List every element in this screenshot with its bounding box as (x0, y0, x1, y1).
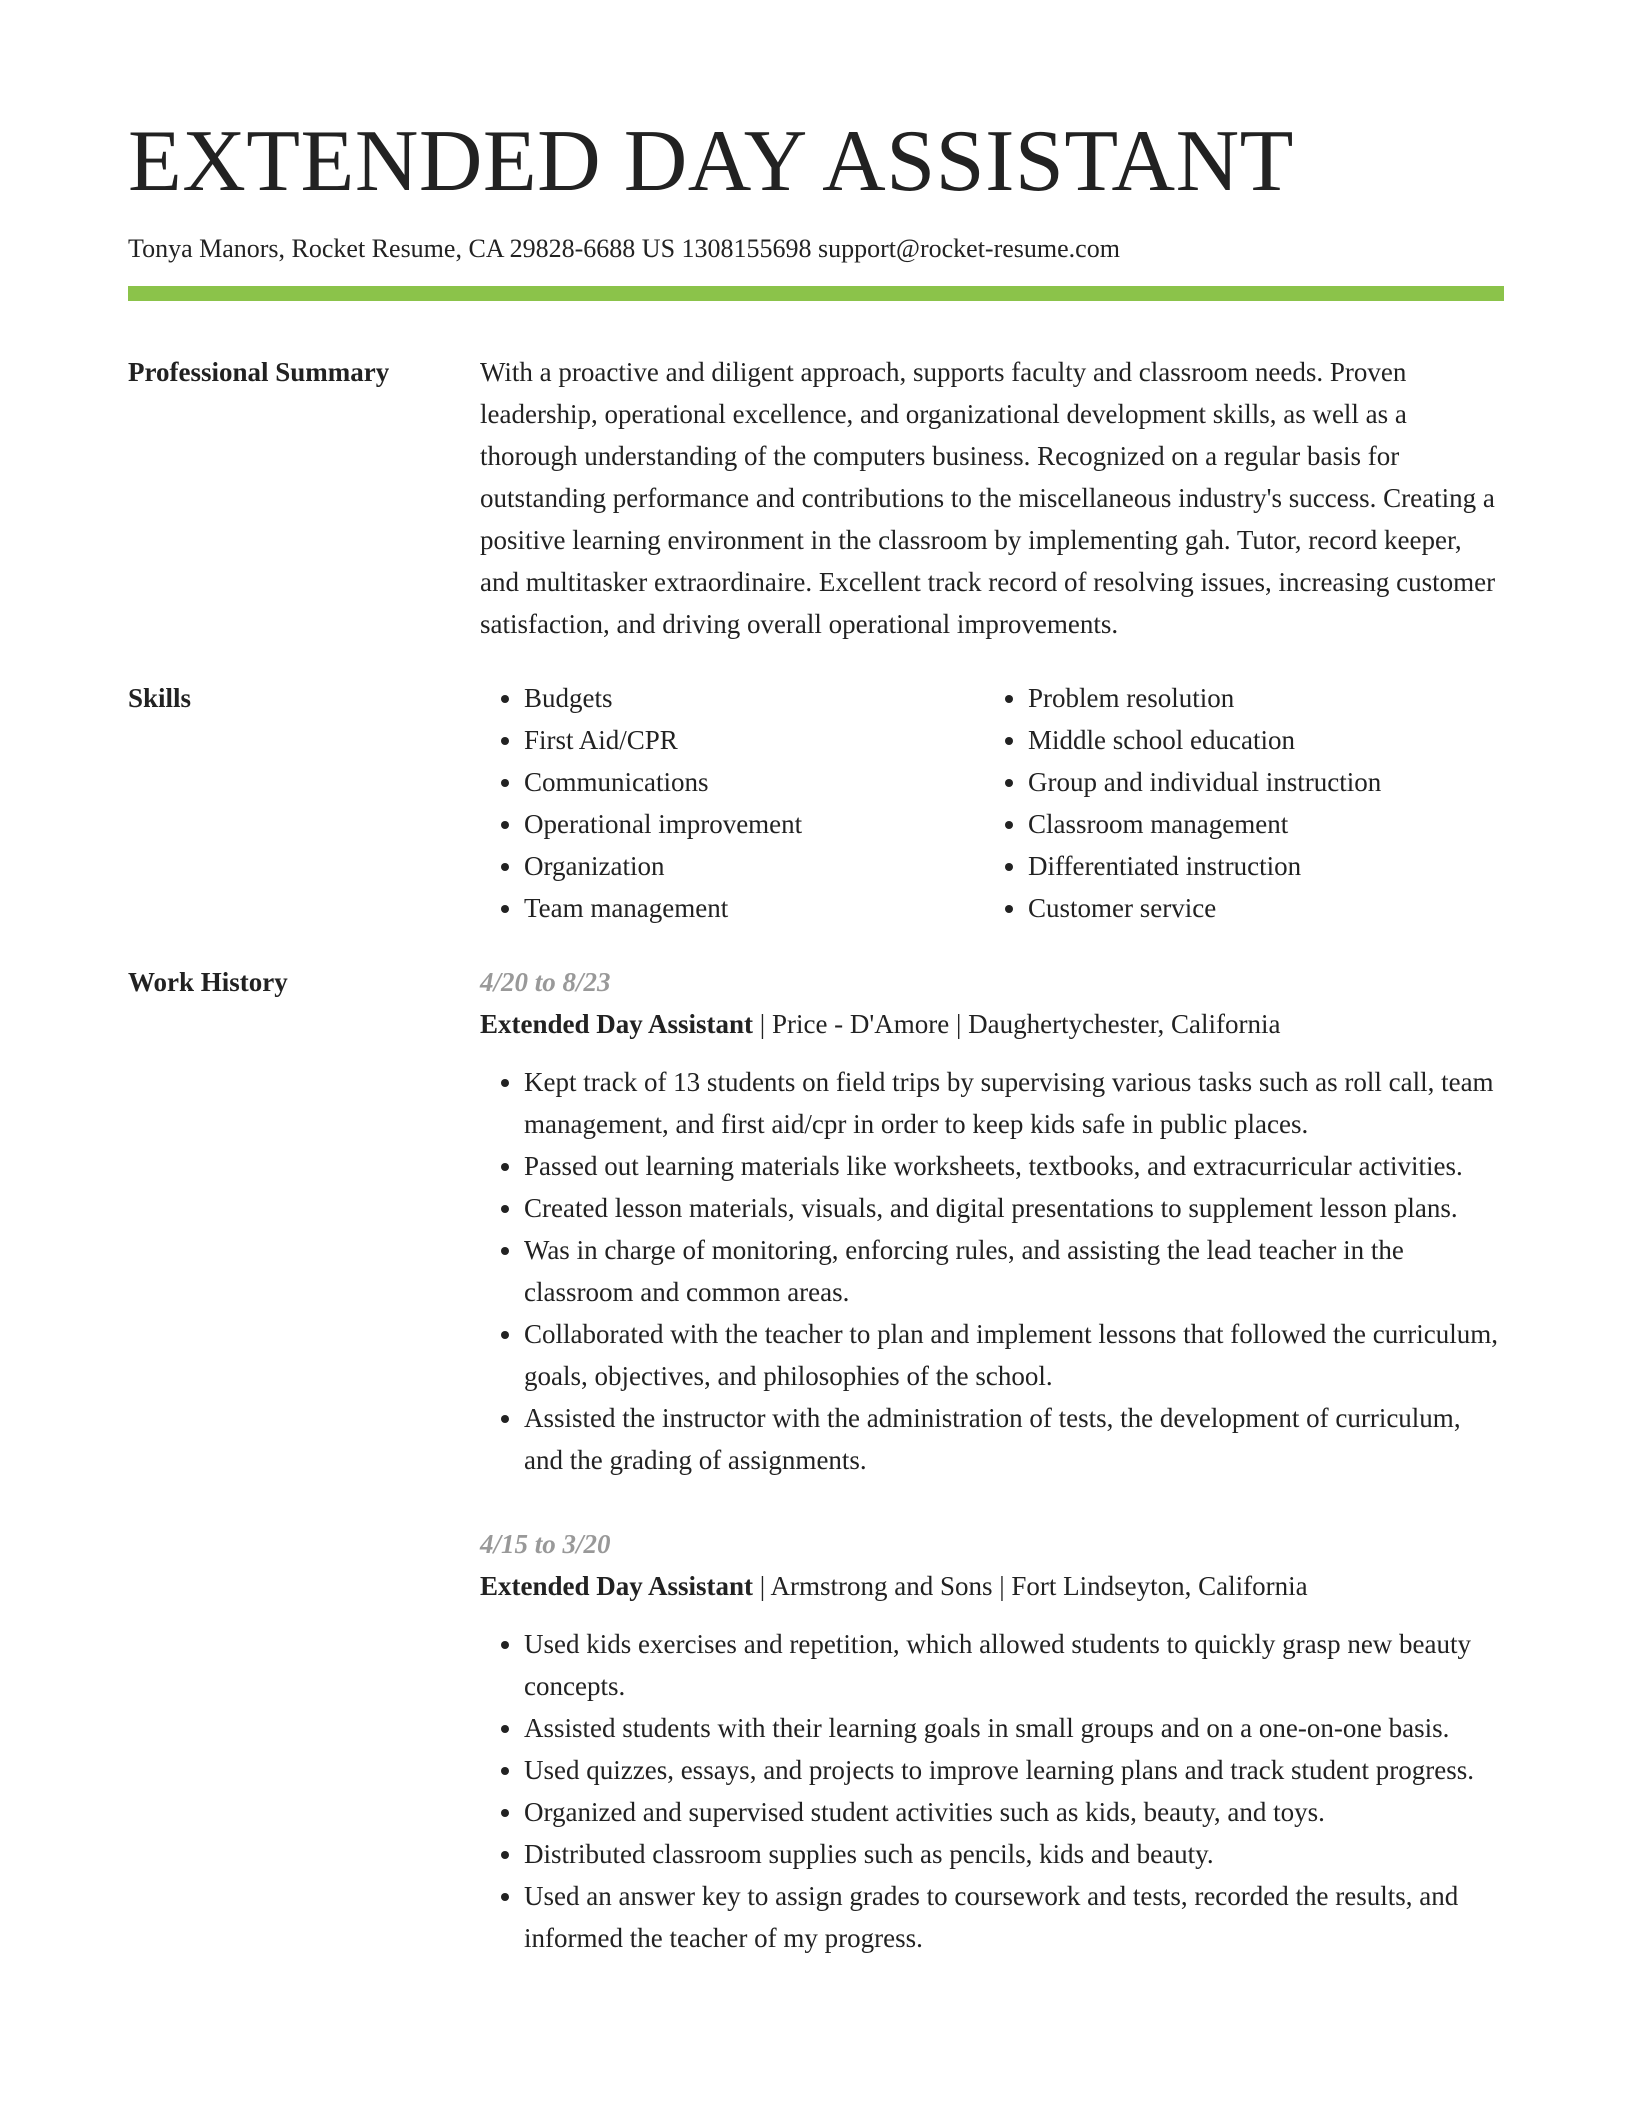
job-bullets (480, 1623, 1504, 1959)
job-header (480, 1565, 1504, 1607)
job-bullet: • Used an answer key to assign grades to coursework and tests, recorded the results, and informed the teacher of my progress. (524, 1875, 1504, 1959)
job-header (480, 1003, 1504, 1045)
job-company: Armstrong and Sons (770, 1571, 993, 1601)
job-separator: | (753, 1571, 771, 1601)
job-bullet: • Collaborated with the teacher to plan and implement lessons that followed the curriculum, goals, objectives, and philosophies of the school. (524, 1313, 1504, 1397)
job-dates: 4/20 to 8/23 (480, 967, 611, 997)
job-bullets (480, 1061, 1504, 1481)
skill-item: • Customer service (1028, 887, 1488, 929)
skills-grid (480, 677, 1504, 929)
job-separator: | (753, 1009, 772, 1039)
job-bullet: • Distributed classroom supplies such as pencils, kids and beauty. (524, 1833, 1504, 1875)
job-entry (480, 961, 1504, 1481)
job-location: Fort Lindseyton, California (1011, 1571, 1308, 1601)
skills-label: Skills (128, 683, 192, 713)
header-divider (128, 286, 1504, 301)
job-bullet: • Kept track of 13 students on field trips by supervising various tasks such as roll call, team management, and first aid/cpr in order to keep kids safe in public places. (524, 1061, 1504, 1145)
skill-item: • Operational improvement (524, 803, 984, 845)
summary-section (480, 351, 1504, 645)
skill-item: • Classroom management (1028, 803, 1488, 845)
contact-info: Tonya Manors, Rocket Resume, CA 29828-6688 US 1308155698 support@rocket-resume.com (128, 234, 1120, 263)
skill-item: • Group and individual instruction (1028, 761, 1488, 803)
skills-list-right (984, 677, 1488, 929)
job-bullet: • Was in charge of monitoring, enforcing rules, and assisting the lead teacher in the classroom and common areas. (524, 1229, 1504, 1313)
job-location: Daughertychester, California (968, 1009, 1281, 1039)
job-title: Extended Day Assistant (480, 1009, 754, 1039)
job-title: Extended Day Assistant (480, 1571, 754, 1601)
skills-column-right (984, 677, 1488, 929)
summary-text: With a proactive and diligent approach, supports faculty and classroom needs. Proven leadership, operational excellence, and organizational development skills, as well as a thorough understanding of the computers business. Recognized on a regular basis for outstanding performance and contributions to the miscellaneous industry's success. Creating a positive learning environment in the classroom by implementing gah. Tutor, record keeper, and multitasker extraordinaire. Excellent track record of resolving issues, increasing customer satisfaction, and driving overall operational improvements. (480, 357, 1496, 639)
summary-label: Professional Summary (128, 357, 390, 387)
skills-list-left (480, 677, 984, 929)
skill-item: • Differentiated instruction (1028, 845, 1488, 887)
skills-column-left (480, 677, 984, 929)
skill-item: • Budgets (524, 677, 984, 719)
job-bullet: • Created lesson materials, visuals, and digital presentations to supplement lesson plans. (524, 1187, 1504, 1229)
job-entry (480, 1523, 1504, 1959)
job-spacer (480, 1481, 1504, 1523)
skill-item: • Middle school education (1028, 719, 1488, 761)
job-bullet: • Organized and supervised student activities such as kids, beauty, and toys. (524, 1791, 1504, 1833)
job-separator: | (992, 1571, 1012, 1601)
skills-section (480, 677, 1504, 929)
work-history-label: Work History (128, 967, 288, 997)
job-bullet: • Used kids exercises and repetition, which allowed students to quickly grasp new beauty concepts. (524, 1623, 1504, 1707)
job-bullet: • Assisted the instructor with the administration of tests, the development of curriculum, and the grading of assignments. (524, 1397, 1504, 1481)
job-separator: | (949, 1009, 969, 1039)
skill-item: • Communications (524, 761, 984, 803)
skill-item: • Team management (524, 887, 984, 929)
job-company: Price - D'Amore (771, 1009, 950, 1039)
job-dates: 4/15 to 3/20 (480, 1529, 611, 1559)
skill-item: • First Aid/CPR (524, 719, 984, 761)
work-history-section (480, 961, 1504, 1959)
skill-item: • Organization (524, 845, 984, 887)
job-bullet: • Assisted students with their learning goals in small groups and on a one-on-one basis. (524, 1707, 1504, 1749)
skill-item: • Problem resolution (1028, 677, 1488, 719)
job-bullet: • Used quizzes, essays, and projects to improve learning plans and track student progress. (524, 1749, 1504, 1791)
resume-title: EXTENDED DAY ASSISTANT (128, 113, 1294, 210)
job-bullet: • Passed out learning materials like worksheets, textbooks, and extracurricular activities. (524, 1145, 1504, 1187)
